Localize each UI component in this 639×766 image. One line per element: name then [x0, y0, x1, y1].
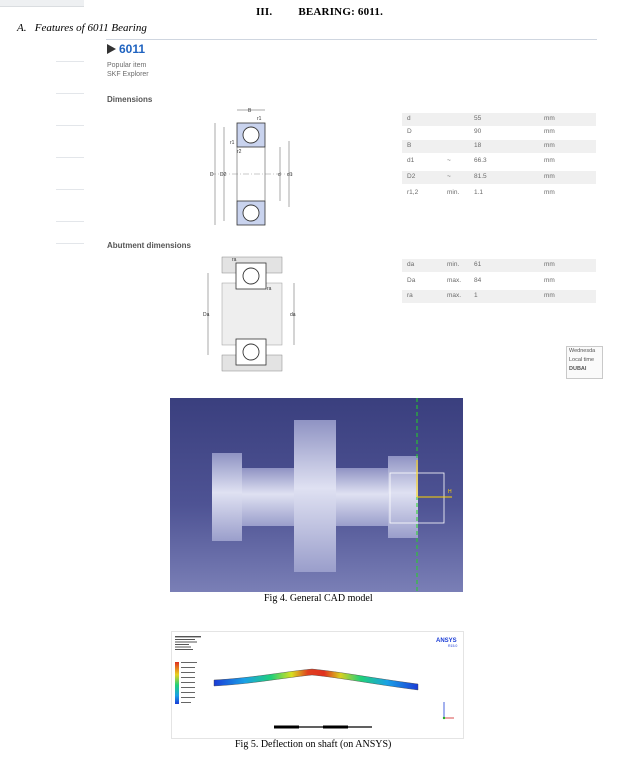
label-da: da — [290, 312, 296, 318]
sidebar-divider — [56, 189, 84, 190]
triad-origin — [443, 717, 445, 719]
shaft-segment — [242, 468, 294, 526]
ansys-deflection-render — [172, 632, 463, 738]
ansys-logo: ANSYS — [436, 638, 457, 644]
axis-label: H — [448, 489, 452, 495]
shaft-step-right — [388, 456, 418, 538]
popular-label: Popular item — [107, 62, 147, 69]
subsection-title: Features of 6011 Bearing — [34, 22, 147, 34]
tooltip-city: DUBAI — [569, 366, 587, 372]
shaft-collar — [294, 420, 336, 572]
shaft-step-left — [212, 453, 242, 541]
table-row: D 90 mm — [407, 128, 555, 135]
panel-divider — [106, 39, 597, 40]
table-row: B 18 mm — [402, 140, 596, 153]
label-D: D — [210, 172, 214, 178]
table-row: d1 ~ 66.3 mm — [407, 157, 555, 164]
sidebar-divider — [56, 221, 84, 222]
sidebar-divider — [56, 93, 84, 94]
play-arrow-icon — [107, 44, 116, 54]
bearing-section-drawing — [200, 105, 300, 229]
subsection-heading — [17, 22, 147, 34]
ansys-figure — [171, 631, 464, 739]
table-row: d 55 mm — [402, 113, 596, 126]
shaft-segment — [336, 468, 388, 526]
section-heading — [0, 6, 639, 18]
label-r1: r1 — [257, 116, 262, 122]
tooltip-day: Wednesda — [569, 348, 596, 354]
table-row: ra max. 1 mm — [402, 290, 596, 303]
product-name: 6011 — [119, 42, 146, 56]
fig4-caption: Fig 4. General CAD model — [264, 593, 373, 604]
label-B: B — [248, 108, 252, 114]
tooltip-local-time: Local time — [569, 357, 595, 363]
product-meta — [107, 61, 149, 79]
abutment-heading: Abutment dimensions — [107, 241, 192, 250]
sidebar-divider — [56, 243, 84, 244]
sidebar-divider — [56, 125, 84, 126]
label-r1-left: r1 — [230, 140, 235, 146]
abutment-drawing — [200, 253, 300, 375]
deflected-shaft — [214, 669, 418, 690]
label-Da: Da — [203, 312, 210, 318]
cad-shaft-render — [170, 398, 463, 592]
sidebar-divider — [56, 61, 84, 62]
label-ra-top: ra — [232, 257, 237, 263]
sidebar-divider — [56, 157, 84, 158]
label-D2: D2 — [220, 172, 227, 178]
fig5-caption: Fig 5. Deflection on shaft (on ANSYS) — [235, 739, 392, 750]
label-r2: r2 — [237, 149, 242, 155]
cad-model-figure — [170, 398, 463, 592]
label-d: d — [278, 172, 281, 178]
table-row: D2 ~ 81.5 mm — [402, 171, 596, 184]
label-ra-mid: ra — [267, 286, 272, 292]
section-number: III. — [255, 6, 273, 18]
table-row: r1,2 min. 1.1 mm — [407, 189, 555, 196]
dimensions-heading: Dimensions — [107, 95, 153, 104]
label-d1: d1 — [287, 172, 293, 178]
section-title: BEARING: 6011. — [298, 6, 384, 18]
subsection-letter: A. — [17, 22, 27, 34]
table-row: da min. 61 mm — [402, 259, 596, 272]
brand-label: SKF Explorer — [107, 71, 149, 78]
product-title[interactable] — [107, 42, 145, 56]
legend-color-scale — [175, 662, 179, 704]
table-row: Da max. 84 mm — [407, 277, 555, 284]
clock-tooltip — [566, 346, 603, 379]
ansys-version: R15.0 — [448, 644, 458, 648]
